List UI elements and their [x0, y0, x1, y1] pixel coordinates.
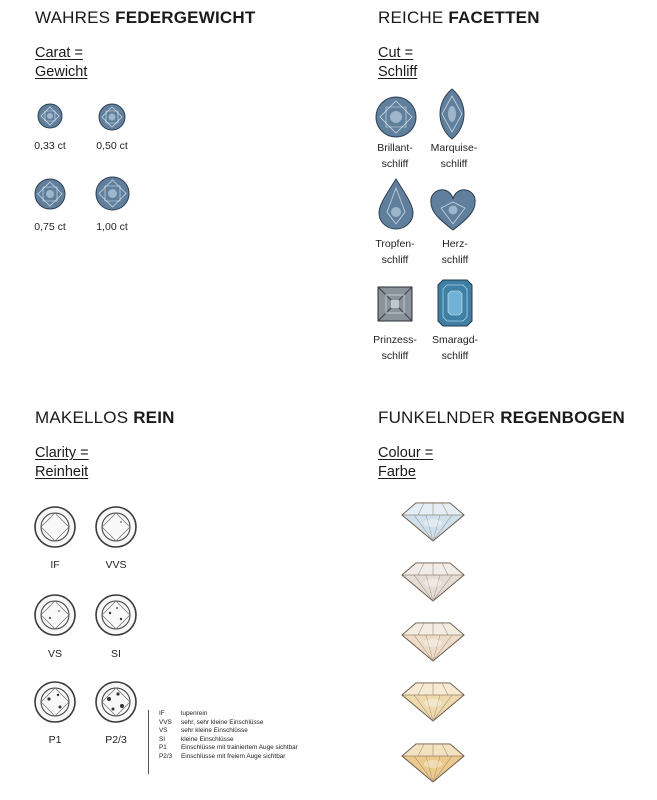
carat-033-gem-icon	[37, 103, 63, 129]
legend-text: lupenrein	[181, 710, 208, 717]
legend-code: IF	[159, 710, 165, 717]
carat-075-label: 0,75 ct	[34, 221, 66, 233]
weight-term-label: Carat =	[35, 45, 83, 61]
clarity-vvs-icon	[95, 506, 137, 548]
cut-marquise-line1: Marquise-	[430, 142, 478, 154]
carat-033-label: 0,33 ct	[34, 140, 66, 152]
legend-text: Einschlüsse mit trainiertem Auge sichtbar	[181, 744, 298, 752]
legend-row-vs	[159, 727, 298, 736]
clarity-heading-light: MAKELLOS	[35, 408, 129, 427]
cut-term-label: Cut =	[378, 45, 414, 61]
clarity-p1-icon	[34, 681, 76, 723]
clarity-heading-bold: REIN	[133, 408, 175, 427]
clarity-vs-label: VS	[47, 648, 62, 660]
legend-row-p23	[159, 753, 298, 762]
cut-heart-line2: schliff	[441, 254, 469, 266]
marquise-gem-icon	[434, 88, 470, 140]
clarity-vs-icon	[34, 594, 76, 636]
cut-pear-line2: schliff	[381, 254, 409, 266]
cut-heart-label	[420, 236, 490, 268]
legend-row-si	[159, 736, 298, 745]
legend-code: P1	[159, 744, 167, 752]
weight-term-translation: Gewicht	[35, 64, 88, 80]
weight-heading	[35, 8, 255, 28]
legend-row-if	[159, 710, 298, 719]
carat-100-gem-icon	[95, 176, 130, 211]
cut-emerald-line2: schliff	[441, 350, 469, 362]
clarity-vvs-label: VVS	[105, 559, 127, 571]
carat-050-label: 0,50 ct	[96, 140, 128, 152]
clarity-term-label: Clarity =	[35, 445, 89, 461]
legend-code: SI	[159, 735, 166, 743]
cut-term-translation: Schliff	[378, 64, 418, 80]
cut-marquise-line2: schliff	[440, 158, 468, 170]
heart-gem-icon	[430, 192, 476, 232]
colour-diamond-3-icon	[400, 621, 466, 663]
colour-heading	[378, 408, 625, 428]
round-brilliant-gem-icon	[375, 96, 417, 138]
legend-row-p1	[159, 744, 298, 753]
colour-term-translation: Farbe	[378, 464, 416, 480]
cut-princess-line2: schliff	[381, 350, 409, 362]
clarity-p23-icon	[95, 681, 137, 723]
colour-term	[378, 444, 433, 482]
legend-code: P2/3	[159, 752, 173, 760]
colour-diamond-5-icon	[400, 742, 466, 784]
weight-heading-light: WAHRES	[35, 8, 111, 27]
pear-gem-icon	[378, 178, 414, 230]
colour-heading-bold: REGENBOGEN	[500, 408, 625, 427]
emerald-gem-icon	[437, 279, 473, 327]
cut-heart-line1: Herz-	[442, 238, 468, 250]
weight-term	[35, 44, 87, 82]
cut-emerald-label	[420, 332, 490, 364]
colour-heading-light: FUNKELNDER	[378, 408, 496, 427]
clarity-if-icon	[34, 506, 76, 548]
legend-text: Einschlüsse mit freiem Auge sichtbar	[181, 752, 286, 760]
clarity-p23-label: P2/3	[105, 734, 127, 746]
colour-diamond-1-icon	[400, 501, 466, 543]
legend-text: sehr, sehr kleine Einschlüsse	[181, 718, 264, 726]
legend-code: VS	[159, 727, 168, 735]
cut-heading-light: REICHE	[378, 8, 444, 27]
clarity-legend	[148, 710, 298, 774]
cut-marquise-label	[419, 140, 489, 172]
clarity-term	[35, 444, 89, 482]
legend-text: sehr kleine Einschlüsse	[181, 727, 248, 735]
cut-princess-line1: Prinzess-	[373, 334, 417, 346]
clarity-p1-label: P1	[48, 734, 62, 746]
cut-emerald-line1: Smaragd-	[431, 334, 479, 346]
clarity-si-icon	[95, 594, 137, 636]
carat-100-label: 1,00 ct	[96, 221, 128, 233]
colour-diamond-4-icon	[400, 681, 466, 723]
clarity-if-label: IF	[50, 559, 60, 571]
carat-075-gem-icon	[34, 178, 66, 210]
legend-row-vvs	[159, 719, 298, 728]
princess-gem-icon	[377, 286, 413, 322]
cut-pear-line1: Tropfen-	[375, 238, 415, 250]
cut-term	[378, 44, 417, 82]
cut-brilliant-line2: schliff	[381, 158, 409, 170]
clarity-si-label: SI	[111, 648, 121, 660]
legend-code: VVS	[159, 718, 172, 726]
clarity-term-translation: Reinheit	[35, 464, 89, 480]
clarity-heading	[35, 408, 175, 428]
weight-heading-bold: FEDERGEWICHT	[115, 8, 256, 27]
cut-heading	[378, 8, 540, 28]
colour-diamond-2-icon	[400, 561, 466, 603]
carat-050-gem-icon	[98, 103, 126, 131]
colour-term-label: Colour =	[378, 445, 434, 461]
cut-brilliant-line1: Brillant-	[377, 142, 413, 154]
cut-heading-bold: FACETTEN	[448, 8, 540, 27]
legend-text: kleine Einschlüsse	[181, 735, 234, 743]
